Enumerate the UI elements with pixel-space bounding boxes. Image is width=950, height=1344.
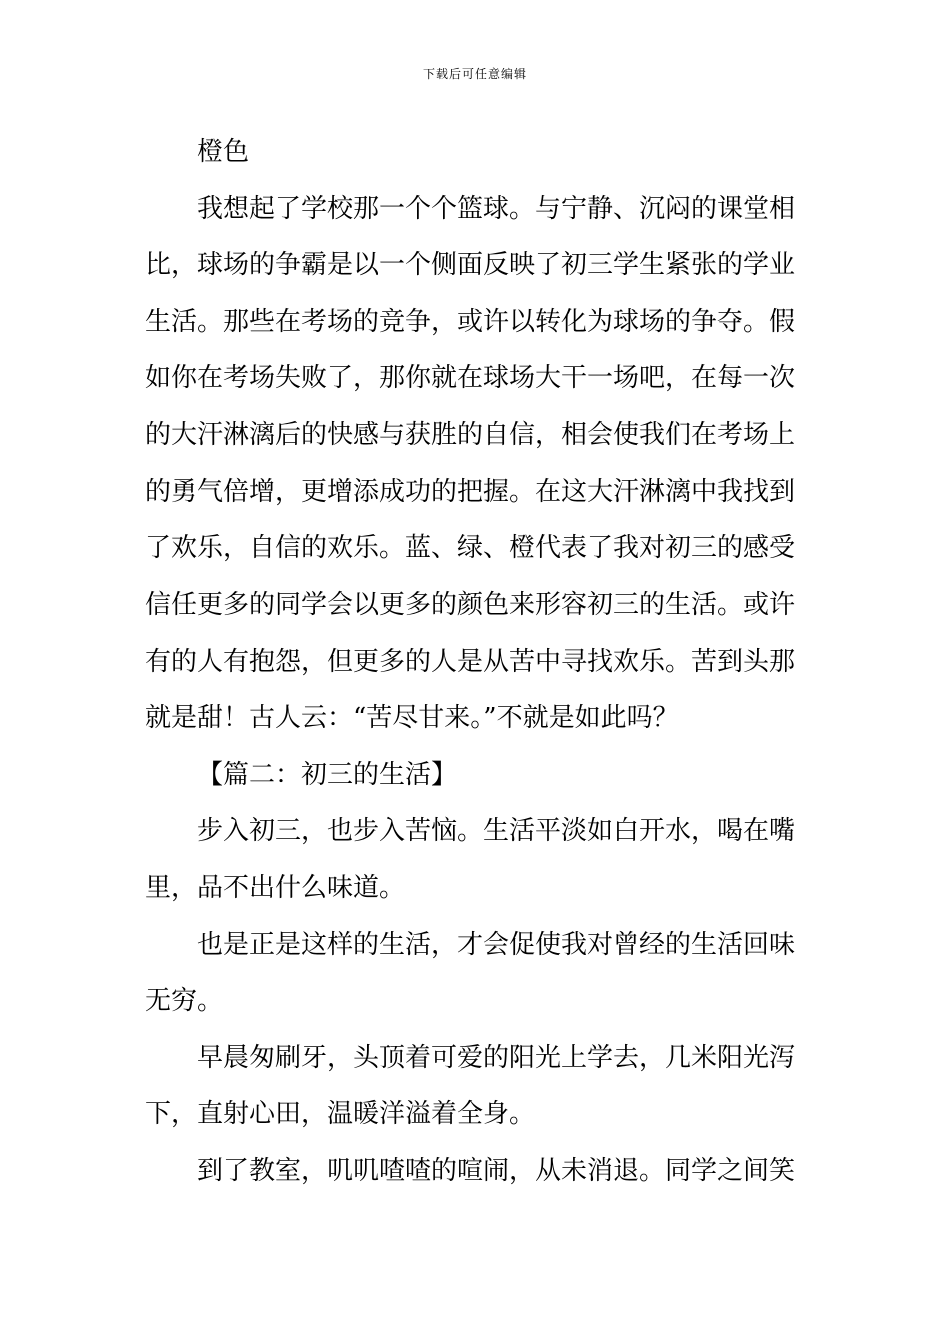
text-line: 我想起了学校那一个个篮球。与宁静、沉闷的课堂相 <box>197 194 796 224</box>
text-line: 的勇气倍增，更增添成功的把握。在这大汗淋漓中我找到 <box>145 477 796 507</box>
text-line: 无穷。 <box>145 986 224 1016</box>
text-line: 有的人有抱怨，但更多的人是从苦中寻找欢乐。苦到头那 <box>145 647 796 677</box>
text-line: 了欢乐，自信的欢乐。蓝、绿、橙代表了我对初三的感受 <box>145 533 796 563</box>
text-line: 到了教室，叽叽喳喳的喧闹，从未消退。同学之间笑 <box>197 1156 796 1186</box>
text-line: 橙色 <box>197 137 250 167</box>
text-line: 比，球场的争霸是以一个侧面反映了初三学生紧张的学业 <box>145 250 796 280</box>
text-line: 就是甜！古人云：“苦尽甘来。”不就是如此吗？ <box>145 703 679 733</box>
text-line: 信任更多的同学会以更多的颜色来形容初三的生活。或许 <box>145 590 796 620</box>
section-heading: 【篇二：初三的生活】 <box>197 760 458 790</box>
text-line: 早晨匆刷牙，头顶着可爱的阳光上学去，几米阳光泻 <box>197 1043 796 1073</box>
text-line: 也是正是这样的生活，才会促使我对曾经的生活回味 <box>197 930 796 960</box>
text-line: 的大汗淋漓后的快感与获胜的自信，相会使我们在考场上 <box>145 420 796 450</box>
text-line: 步入初三，也步入苦恼。生活平淡如白开水，喝在嘴 <box>197 816 796 846</box>
text-line: 里，品不出什么味道。 <box>145 873 406 903</box>
page-header: 下载后可任意编辑 <box>422 67 527 81</box>
text-line: 生活。那些在考场的竞争，或许以转化为球场的争夺。假 <box>145 307 796 337</box>
text-line: 下，直射心田，温暖洋溢着全身。 <box>145 1099 536 1129</box>
text-line: 如你在考场失败了，那你就在球场大干一场吧，在每一次 <box>145 363 796 393</box>
